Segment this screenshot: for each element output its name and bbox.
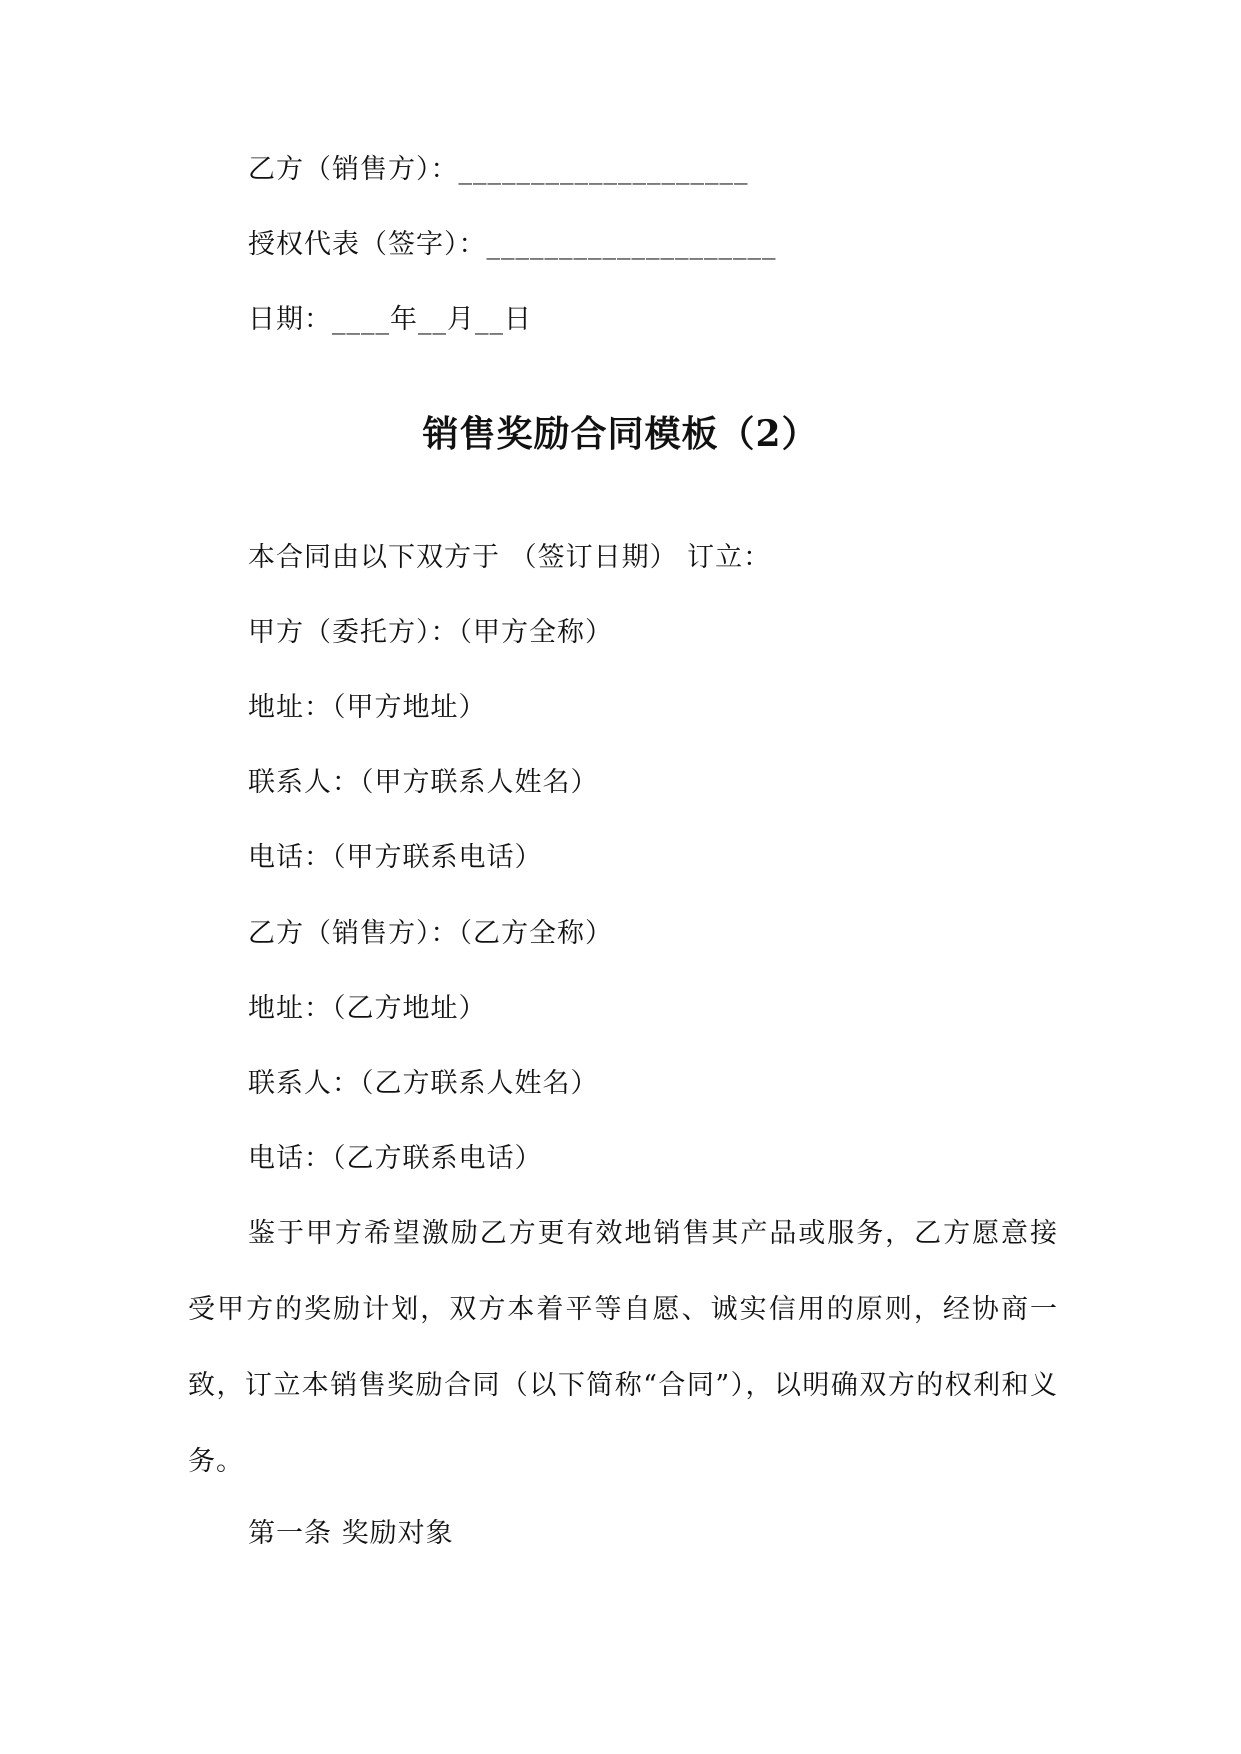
contract-preamble: 鉴于甲方希望激励乙方更有效地销售其产品或服务，乙方愿意接受甲方的奖励计划，双方本着平等自愿、诚实信用的原则，经协商一致，订立本销售奖励合同（以下简称“合同”），以明确双方的权利和义务。	[188, 1218, 1058, 1477]
party-a-name: 甲方（委托方）：（甲方全称）	[248, 617, 613, 648]
contract-intro: 本合同由以下双方于 （签订日期） 订立：	[248, 542, 772, 573]
party-a-contact: 联系人：（甲方联系人姓名）	[248, 767, 599, 798]
party-b-name: 乙方（销售方）：（乙方全称）	[248, 918, 613, 949]
party-b-signature-line: 乙方（销售方）：____________________	[248, 154, 749, 185]
article-1-heading: 第一条 奖励对象	[248, 1518, 454, 1549]
signature-date-line: 日期：____年__月__日	[248, 304, 532, 335]
party-b-address: 地址：（乙方地址）	[248, 993, 487, 1024]
authorized-rep-signature-line: 授权代表（签字）：____________________	[248, 229, 777, 260]
party-b-phone: 电话：（乙方联系电话）	[248, 1143, 543, 1174]
party-a-phone: 电话：（甲方联系电话）	[248, 842, 543, 873]
party-a-address: 地址：（甲方地址）	[248, 692, 487, 723]
party-b-contact: 联系人：（乙方联系人姓名）	[248, 1068, 599, 1099]
contract-title: 销售奖励合同模板（2）	[422, 413, 819, 455]
